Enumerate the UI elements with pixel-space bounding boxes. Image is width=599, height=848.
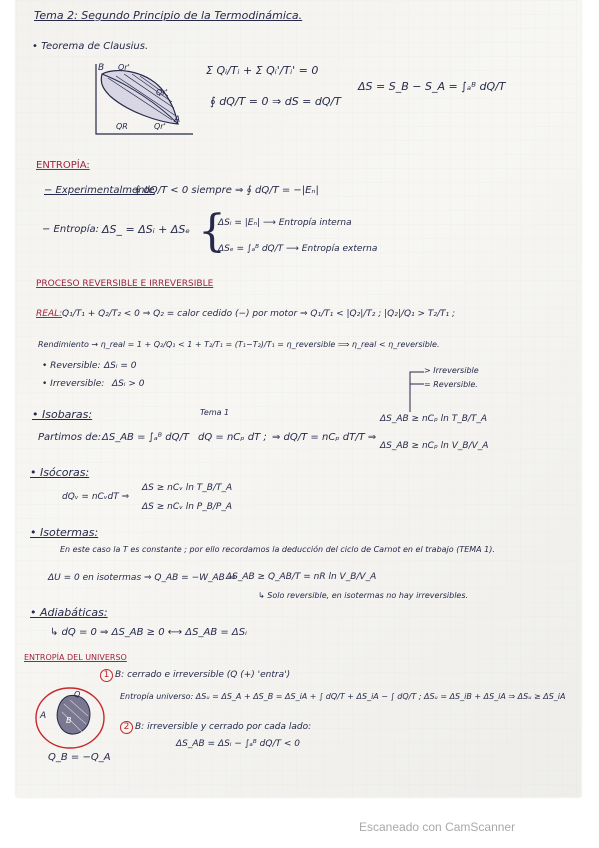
adiabaticas-eq: ↳ dQ = 0 ⇒ ΔS_AB ≥ 0 ⟷ ΔS_AB = ΔSᵢ xyxy=(50,627,247,638)
diagram-label-b: B xyxy=(98,63,105,73)
entropia-experimental-label: − Experimentalmente xyxy=(44,185,155,196)
diagram-label-qr-top: Qr' xyxy=(118,63,130,72)
isocoras-result-p: ΔS ≥ nCᵥ ln P_B/P_A xyxy=(142,502,233,512)
universo-heading: ENTROPÍA DEL UNIVERSO xyxy=(24,653,127,662)
isobaras-tema: Tema 1 xyxy=(200,408,230,417)
entropia-heading: ENTROPÍA: xyxy=(36,160,90,171)
proceso-irreversible-eq: ΔSᵢ > 0 xyxy=(112,379,145,389)
proceso-reversible-eq: ΔSᵢ = 0 xyxy=(104,361,137,371)
entropia-eq: ΔS_ = ΔSᵢ + ΔSₑ xyxy=(102,223,190,236)
isobaras-text: Partimos de: xyxy=(38,432,102,443)
isobaras-result-t: ΔS_AB ≥ nCₚ ln T_B/T_A xyxy=(380,414,488,424)
page-title: Tema 2: Segundo Principio de la Termodinámica. xyxy=(34,9,303,22)
proceso-irreversible-label: • Irreversible: xyxy=(42,379,105,389)
proceso-side-reversible: = Reversible. xyxy=(424,380,478,389)
universo-label-b: B xyxy=(66,716,72,725)
universo-case-2: 2 B: irreversible y cerrado por cada lado: xyxy=(120,721,311,734)
universo-label-a: A xyxy=(40,711,47,721)
clausius-eq-loop: ∮ dQ/T = 0 ⇒ dS = dQ/T xyxy=(210,95,341,108)
diagram-label-qa: Qr' xyxy=(154,122,166,131)
universo-label-q: Q xyxy=(74,690,81,699)
isocoras-eq: dQᵥ = nCᵥdT ⇒ xyxy=(62,492,130,502)
isotermas-eq-du: ΔU = 0 en isotermas ⇒ Q_AB = −W_AB ⇒ xyxy=(48,573,236,583)
diagram-label-qr-right: Qr' xyxy=(156,88,168,97)
diagram-label-qr-bottom: QR xyxy=(116,122,128,131)
diagram-label-a: A xyxy=(174,115,181,125)
clausius-eq-delta-s: ΔS = S_B − S_A = ∫ₐᴮ dQ/T xyxy=(358,80,506,93)
isocoras-result-t: ΔS ≥ nCᵥ ln T_B/T_A xyxy=(142,483,233,493)
entropia-label: − Entropía: xyxy=(42,224,99,235)
clausius-diagram xyxy=(88,62,198,142)
entropia-externa: ΔSₑ = ∫ₐᴮ dQ/T ⟶ Entropía externa xyxy=(218,244,378,254)
universo-case-2-eq: ΔS_AB = ΔSᵢ − ∫ₐᴮ dQ/T < 0 xyxy=(176,739,300,749)
proceso-real-eq: Q₁/T₁ + Q₂/T₂ < 0 ⇒ Q₂ = calor cedido (−) por motor ⇒ Q₁/T₁ < |Q₂|/T₂ ; |Q₂|/Q₁ > T₂/T₁ ; xyxy=(62,309,456,319)
scanner-watermark: Escaneado con CamScanner xyxy=(359,820,516,834)
universo-case-1: 1 B: cerrado e irreversible (Q (+) 'entra') xyxy=(100,669,290,682)
isobaras-result-v: ΔS_AB ≥ nCₚ ln V_B/V_A xyxy=(380,441,489,451)
clausius-heading: • Teorema de Clausius. xyxy=(32,41,149,52)
proceso-rendimiento: Rendimiento → η_real = 1 + Q₂/Q₁ < 1 + T₂/T₁ = (T₁−T₂)/T₁ = η_reversible ⟹ η_real < η_reversible. xyxy=(38,340,440,349)
isobaras-eq-ratio: ⇒ dQ/T = nCₚ dT/T ⇒ xyxy=(272,432,377,443)
isotermas-eq-result: ΔS_AB ≥ Q_AB/T = nR ln V_B/V_A xyxy=(226,572,377,582)
proceso-side-irreversible: > Irreversible xyxy=(424,366,479,375)
clausius-eq-sum: Σ Qᵢ/Tᵢ + Σ Qᵢ'/Tᵢ' = 0 xyxy=(206,64,319,77)
proceso-heading: PROCESO REVERSIBLE E IRREVERSIBLE xyxy=(36,279,214,289)
universo-case-1-eq: Entropía universo: ΔSᵤ = ΔS_A + ΔS_B = ΔS_iA + ∫ dQ/T + ΔS_iA − ∫ dQ/T ; ΔSᵤ = ΔS_iB + ΔS_iA ⇒ ΔSᵤ ≥ ΔS_iA xyxy=(120,692,566,701)
entropia-experimental-eq: ∮ dQ/T < 0 siempre ⇒ ∮ dQ/T = −|Eₙ| xyxy=(135,185,319,196)
isobaras-eq-integral: ΔS_AB = ∫ₐᴮ dQ/T xyxy=(102,432,189,443)
isocoras-heading: • Isócoras: xyxy=(30,466,90,479)
proceso-reversible-label: • Reversible: xyxy=(42,361,101,371)
entropia-interna: ΔSᵢ = |Eₙ| ⟶ Entropía interna xyxy=(218,218,352,228)
adiabaticas-heading: • Adiabáticas: xyxy=(30,606,108,619)
entropia-brace: { xyxy=(198,206,226,257)
isobaras-heading: • Isobaras: xyxy=(32,408,93,421)
isotermas-text: En este caso la T es constante ; por ello recordamos la deducción del ciclo de Carnot en el trabajo (TEMA 1). xyxy=(60,545,495,554)
universo-qb: Q_B = −Q_A xyxy=(48,752,111,763)
proceso-real-label: REAL: xyxy=(36,309,63,319)
isotermas-heading: • Isotermas: xyxy=(30,526,99,539)
isobaras-eq-dq: dQ = nCₚ dT ; xyxy=(198,432,267,443)
isotermas-note: ↳ Solo reversible, en isotermas no hay irreversibles. xyxy=(258,591,469,600)
